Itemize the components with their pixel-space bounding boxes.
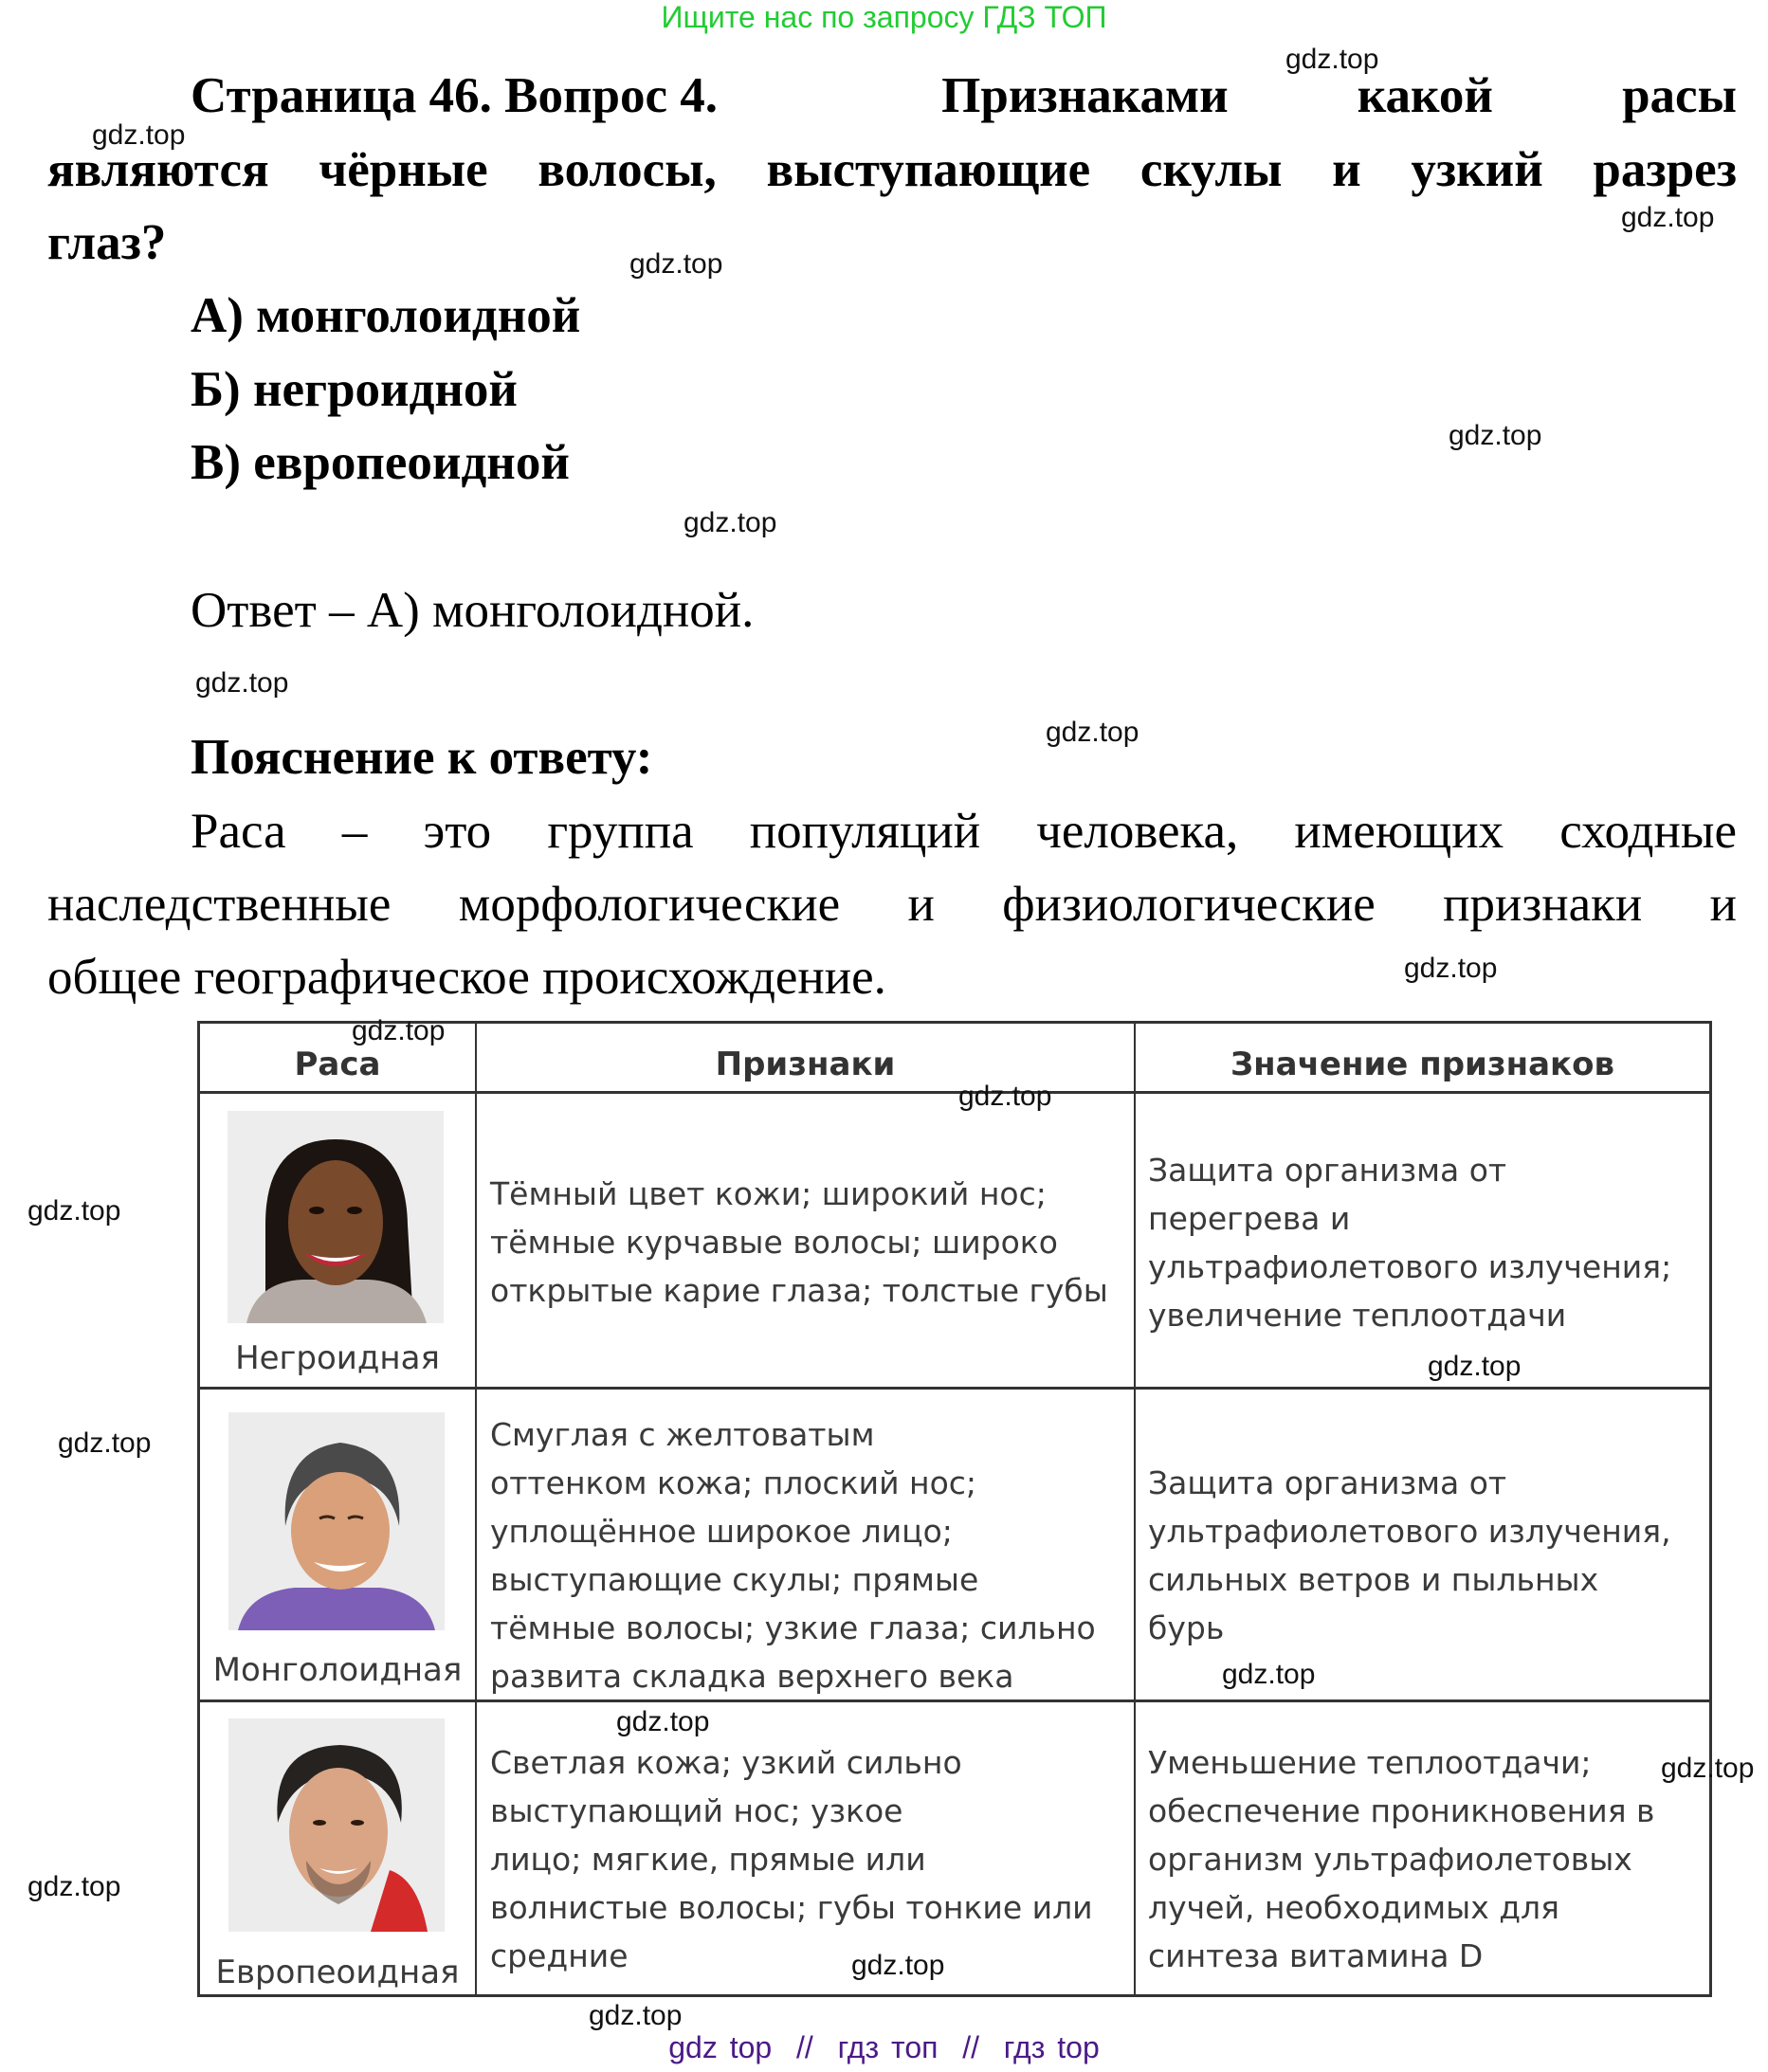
explanation-line-2: наследственные морфологические и физиологические признаки и xyxy=(47,877,1737,932)
question-page-number: Страница 46. Вопрос 4. xyxy=(191,68,718,123)
traits-line: оттенком кожа; плоский нос; xyxy=(490,1464,977,1501)
traits-europeoid xyxy=(490,1738,1125,1980)
traits-negroid xyxy=(490,1170,1125,1315)
option-a: А) монголоидной xyxy=(191,288,581,343)
answer-text: Ответ – А) монголоидной. xyxy=(191,583,755,638)
portrait-woman-icon xyxy=(228,1111,444,1323)
option-c: В) европеоидной xyxy=(191,435,570,490)
watermark: gdz.top xyxy=(1046,717,1139,748)
column-header-meaning: Значение признаков xyxy=(1230,1045,1614,1083)
meaning-line: организм ультрафиолетовых xyxy=(1148,1841,1632,1878)
option-b: Б) негроидной xyxy=(191,362,518,417)
watermark: gdz.top xyxy=(352,1015,446,1046)
question-word: какой xyxy=(1357,68,1493,123)
meaning-line: Защита организма от xyxy=(1148,1152,1507,1189)
watermark: gdz.top xyxy=(27,1871,121,1902)
portrait-photo-negroid xyxy=(228,1111,444,1323)
watermark: gdz.top xyxy=(195,667,289,699)
watermark: gdz.top xyxy=(27,1195,121,1227)
question-line-1 xyxy=(191,66,1737,125)
race-label-mongoloid: Монголоидная xyxy=(212,1651,463,1689)
traits-line: тёмные волосы; узкие глаза; сильно xyxy=(490,1609,1096,1646)
watermark: gdz.top xyxy=(1222,1659,1316,1690)
traits-line: волнистые волосы; губы тонкие или xyxy=(490,1889,1093,1926)
meaning-line: бурь xyxy=(1148,1609,1225,1646)
meaning-line: увеличение теплоотдачи xyxy=(1148,1297,1567,1334)
watermark: gdz.top xyxy=(1449,420,1542,451)
traits-line: Смуглая с желтоватым xyxy=(490,1416,875,1453)
table-divider xyxy=(1134,1021,1136,1997)
traits-line: средние xyxy=(490,1937,629,1974)
watermark: gdz.top xyxy=(1428,1351,1522,1382)
question-line-2: являются чёрные волосы, выступающие скулы и узкий разрез xyxy=(47,142,1737,197)
watermark: gdz.top xyxy=(58,1427,152,1459)
meaning-line: обеспечение проникновения в xyxy=(1148,1792,1655,1829)
explanation-line-3: общее географическое происхождение. xyxy=(47,950,886,1005)
meaning-line: сильных ветров и пыльных xyxy=(1148,1561,1599,1598)
traits-line: уплощённое широкое лицо; xyxy=(490,1513,953,1550)
watermark: gdz.top xyxy=(616,1706,710,1737)
meaning-mongoloid xyxy=(1148,1459,1707,1652)
column-header-race: Раса xyxy=(294,1045,381,1083)
traits-line: Светлая кожа; узкий сильно xyxy=(490,1744,962,1781)
explanation-heading: Пояснение к ответу: xyxy=(191,730,653,785)
meaning-line: лучей, необходимых для xyxy=(1148,1889,1559,1926)
table-divider xyxy=(475,1021,477,1997)
portrait-man-european-icon xyxy=(228,1718,445,1932)
meaning-negroid xyxy=(1148,1146,1707,1339)
watermark: gdz.top xyxy=(1661,1753,1755,1784)
meaning-line: Уменьшение теплоотдачи; xyxy=(1148,1744,1592,1781)
question-word: расы xyxy=(1622,68,1737,123)
watermark: gdz.top xyxy=(629,248,723,280)
question-line-3: глаз? xyxy=(47,215,167,270)
traits-line: лицо; мягкие, прямые или xyxy=(490,1841,926,1878)
watermark: gdz.top xyxy=(92,119,186,151)
traits-line: выступающие скулы; прямые xyxy=(490,1561,979,1598)
traits-mongoloid xyxy=(490,1410,1125,1700)
meaning-line: синтеза витамина D xyxy=(1148,1937,1484,1974)
column-header-traits: Признаки xyxy=(715,1045,896,1083)
traits-line: Тёмный цвет кожи; широкий нос; xyxy=(490,1175,1047,1212)
question-word: Признаками xyxy=(941,68,1229,123)
meaning-line: ультрафиолетового излучения, xyxy=(1148,1513,1671,1550)
search-banner: Ищите нас по запросу ГДЗ ТОП xyxy=(661,0,1107,34)
footer-links[interactable]: gdz top // гдз топ // гдз top xyxy=(668,2030,1100,2064)
traits-line: выступающий нос; узкое xyxy=(490,1792,903,1829)
meaning-line: Защита организма от xyxy=(1148,1464,1507,1501)
portrait-photo-europeoid xyxy=(228,1718,445,1932)
table-divider xyxy=(197,1091,1712,1094)
meaning-europeoid xyxy=(1148,1738,1707,1980)
watermark: gdz.top xyxy=(684,507,777,538)
portrait-photo-mongoloid xyxy=(228,1412,445,1630)
traits-line: тёмные курчавые волосы; широко xyxy=(490,1224,1058,1261)
table-divider xyxy=(197,1387,1712,1390)
watermark: gdz.top xyxy=(1285,44,1379,75)
meaning-line: перегрева и xyxy=(1148,1200,1351,1237)
traits-line: развита складка верхнего века xyxy=(490,1658,1014,1695)
watermark: gdz.top xyxy=(851,1950,945,1981)
portrait-man-asian-icon xyxy=(228,1412,445,1630)
meaning-line: ультрафиолетового излучения; xyxy=(1148,1248,1672,1285)
watermark: gdz.top xyxy=(589,2000,683,2031)
traits-line: открытые карие глаза; толстые губы xyxy=(490,1272,1108,1309)
watermark: gdz.top xyxy=(1621,202,1715,233)
watermark: gdz.top xyxy=(958,1081,1052,1112)
watermark: gdz.top xyxy=(1404,953,1498,984)
race-label-europeoid: Европеоидная xyxy=(215,1954,460,1991)
explanation-line-1: Раса – это группа популяций человека, имеющих сходные xyxy=(191,804,1737,859)
race-label-negroid: Негроидная xyxy=(235,1339,440,1377)
